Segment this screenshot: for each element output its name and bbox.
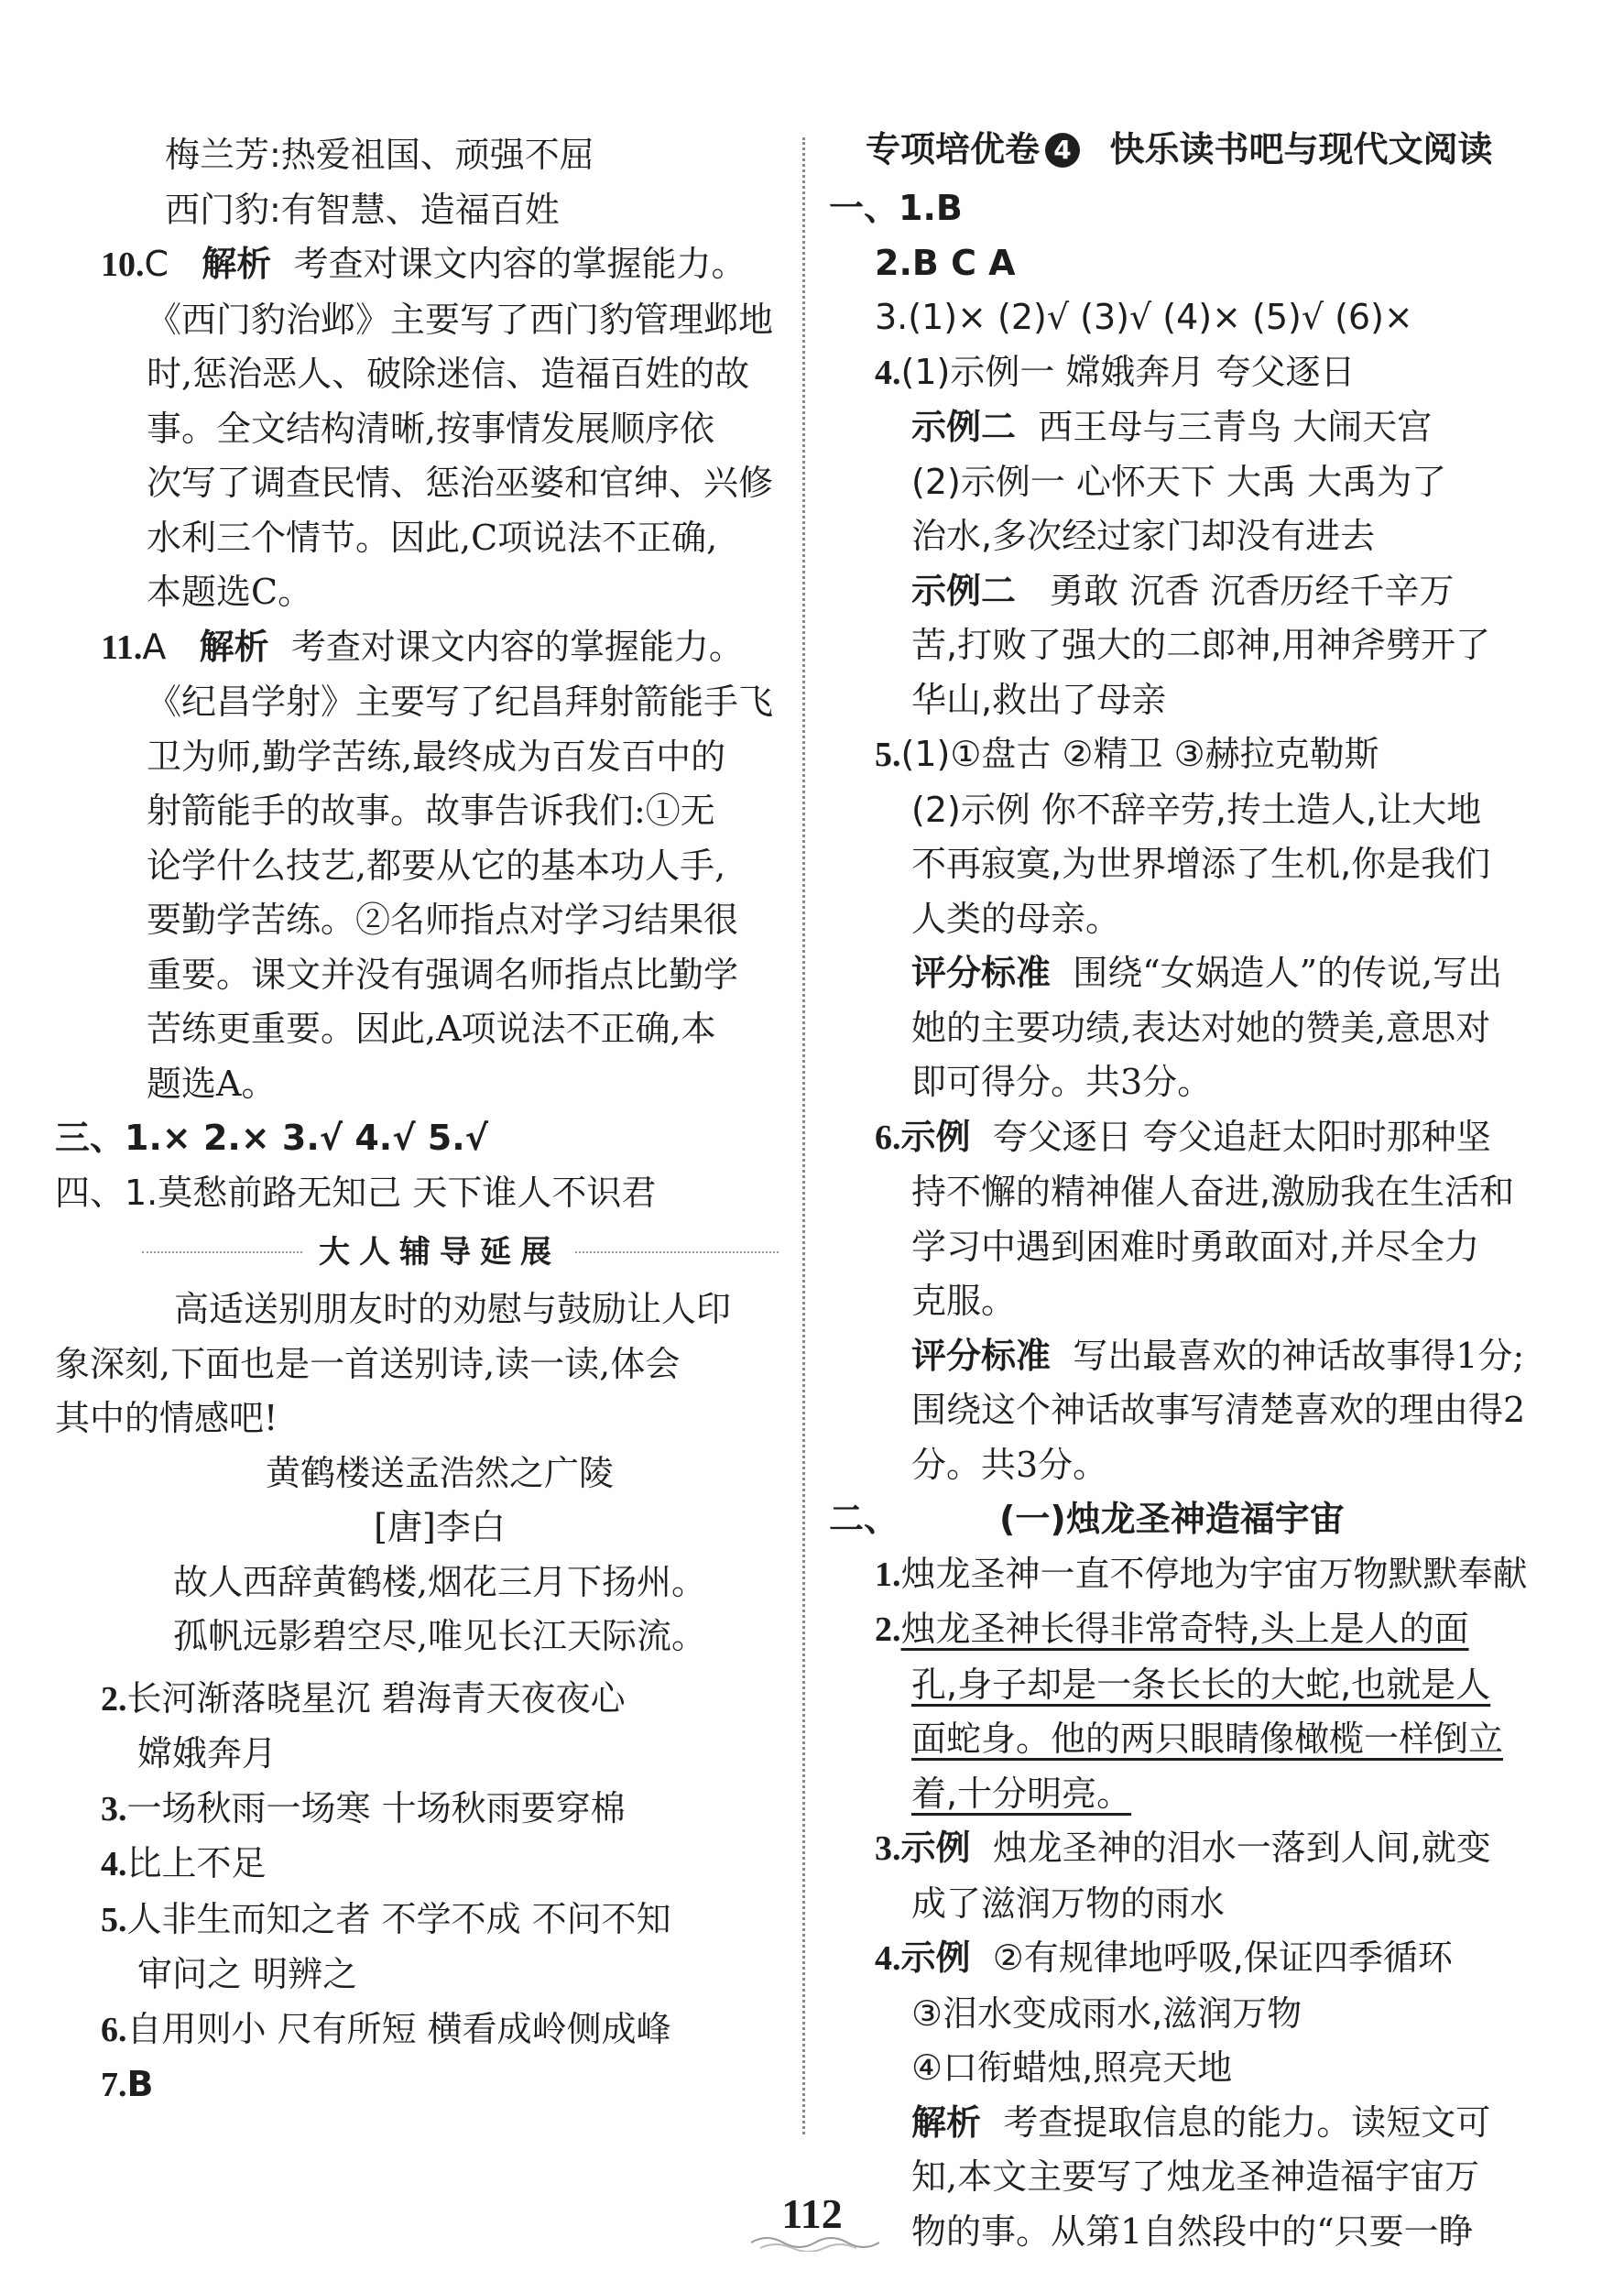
text-line: (2)示例一 心怀天下 大禹 大禹为了 xyxy=(911,461,1447,502)
example-label: 示例二 xyxy=(911,407,1017,447)
text-span: (1)示例一 嫦娥奔月 夸父逐日 xyxy=(900,351,1356,392)
text-span: 考查对课文内容的掌握能力。 xyxy=(290,626,744,667)
text-line: 题选A。 xyxy=(147,1063,277,1104)
question-number: 10. xyxy=(101,246,145,284)
text-line xyxy=(829,564,1557,619)
question-number: 7. xyxy=(101,2066,127,2104)
column-divider xyxy=(802,137,805,2134)
passage-title: (一)烛龙圣神造福宇宙 xyxy=(999,1499,1345,1539)
text-line: 成了滋润万物的雨水 xyxy=(911,1883,1226,1924)
left-column xyxy=(55,128,779,2113)
text-line: 治水,多次经过家门却没有进去 xyxy=(911,516,1376,556)
answer-5 xyxy=(101,1893,779,1948)
text-line: 《西门豹治邺》主要写了西门豹管理邺地 xyxy=(147,299,774,340)
question-number: 3. xyxy=(101,1789,127,1828)
answer-2 xyxy=(101,1672,779,1728)
text-line xyxy=(829,946,1557,1001)
answer-7 xyxy=(101,2057,779,2113)
answer-2 xyxy=(829,1602,1557,1658)
example-label: 示例二 xyxy=(911,570,1017,611)
text-span: ②有规律地呼吸,保证四季循环 xyxy=(992,1937,1453,1978)
underlined-text: 烛龙圣神长得非常奇特,头上是人的面 xyxy=(900,1609,1469,1649)
poem-line: 孤帆远影碧空尽,唯见长江天际流。 xyxy=(172,1616,707,1656)
scoring-label: 评分标准 xyxy=(911,953,1052,993)
text-line: 克服。 xyxy=(911,1281,1017,1321)
text-span: 长河渐落晓星沉 碧海青天夜夜心 xyxy=(126,1677,626,1719)
question-number: 11. xyxy=(101,628,143,667)
text-line: 苦,打败了强大的二郎神,用神斧劈开了 xyxy=(911,625,1491,665)
analysis-label: 解析 xyxy=(199,626,269,667)
text-line: 卫为师,勤学苦练,最终成为百发百中的 xyxy=(147,736,726,777)
text-span: 人非生而知之者 不学不成 不问不知 xyxy=(126,1898,671,1939)
poem-line: 故人西辞黄鹤楼,烟花三月下扬州。 xyxy=(172,1561,707,1602)
text-line: 即可得分。共3分。 xyxy=(911,1062,1213,1102)
answer-line: 3.(1)× (2)√ (3)√ (4)× (5)√ (6)× xyxy=(875,297,1413,337)
text-line xyxy=(829,400,1557,455)
text-line: 重要。课文并没有强调名师指点比勤学 xyxy=(147,954,739,995)
text-line: 事。全文结构清晰,按事情发展顺序依 xyxy=(147,408,715,449)
poem-title: 黄鹤楼送孟浩然之广陵 xyxy=(265,1452,614,1493)
text-line: 本题选C。 xyxy=(147,572,313,612)
text-line xyxy=(829,1712,1557,1767)
analysis-label: 解析 xyxy=(911,2101,982,2143)
text-span: B xyxy=(126,2064,154,2104)
text-line: 论学什么技艺,都要从它的基本功人手, xyxy=(147,845,726,886)
text-line: 分。共3分。 xyxy=(911,1444,1108,1485)
text-line: 她的主要功绩,表达对她的赞美,意思对 xyxy=(911,1007,1491,1048)
answer-5 xyxy=(829,727,1557,783)
text-line: 次写了调查民情、惩治巫婆和官绅、兴修 xyxy=(147,463,774,503)
text-line xyxy=(829,1329,1557,1384)
text-line: 时,惩治恶人、破除迷信、造福百姓的故 xyxy=(147,354,750,394)
underlined-text: 面蛇身。他的两只眼睛像橄榄一样倒立 xyxy=(911,1719,1504,1759)
text-span: 考查提取信息的能力。读短文可 xyxy=(1003,2101,1491,2143)
text-span: (1)①盘古 ②精卫 ③赫拉克勒斯 xyxy=(900,734,1379,774)
extension-banner xyxy=(101,1224,779,1282)
answer-4 xyxy=(829,345,1557,401)
section-label: 二、 xyxy=(829,1499,899,1539)
text-span: 比上不足 xyxy=(126,1843,267,1883)
answer-choice: C xyxy=(144,244,169,284)
text-line: 嫦娥奔月 xyxy=(137,1733,278,1774)
text-line: 《纪昌学射》主要写了纪昌拜射箭能手飞 xyxy=(147,682,774,722)
scoring-label: 评分标准 xyxy=(911,1335,1052,1376)
text-span: 烛龙圣神的泪水一落到人间,就变 xyxy=(992,1828,1491,1868)
question-number: 1. xyxy=(875,1555,901,1594)
text-line xyxy=(829,2096,1557,2151)
text-line: 围绕这个神话故事写清楚喜欢的理由得2 xyxy=(911,1390,1526,1430)
text-span: 西王母与三青鸟 大闹天宫 xyxy=(1038,407,1433,447)
underlined-text: 孔,身子却是一条长长的大蛇,也就是人 xyxy=(911,1664,1491,1705)
answer-line: 一、1.B xyxy=(829,188,963,228)
text-line: 审问之 明辨之 xyxy=(137,1954,358,1994)
text-line: (2)示例 你不辞辛劳,抟土造人,让大地 xyxy=(911,789,1482,830)
section-2-title xyxy=(829,1492,1557,1547)
text-line: 不再寂寞,为世界增添了生机,你是我们 xyxy=(911,844,1491,884)
answer-6 xyxy=(101,2003,779,2058)
underlined-text: 着,十分明亮。 xyxy=(911,1773,1132,1814)
answer-choice: A xyxy=(142,626,167,667)
section-header xyxy=(829,117,1557,181)
answer-11 xyxy=(101,620,779,676)
section-4-answer: 四、1.莫愁前路无知己 天下谁人不识君 xyxy=(55,1172,657,1213)
text-line: 水利三个情节。因此,C项说法不正确, xyxy=(147,517,718,558)
text-span: 勇敢 沉香 沉香历经千辛万 xyxy=(1049,570,1455,611)
text-line: 知,本文主要写了烛龙圣神造福宇宙万 xyxy=(911,2156,1480,2197)
answer-3 xyxy=(829,1821,1557,1877)
text-line: 学习中遇到困难时勇敢面对,并尽全力 xyxy=(911,1226,1480,1267)
text-line: 西门豹:有智慧、造福百姓 xyxy=(165,189,560,230)
header-text: 专项培优卷 xyxy=(866,129,1041,169)
text-span: 一场秋雨一场寒 十场秋雨要穿棉 xyxy=(126,1787,626,1828)
page-number: 112 xyxy=(781,2190,843,2237)
answer-line: 2.B C A xyxy=(875,242,1016,283)
question-number: 4. xyxy=(875,353,901,392)
answer-1 xyxy=(829,1547,1557,1603)
question-number: 6. xyxy=(101,2010,127,2049)
text-line: 华山,救出了母亲 xyxy=(911,679,1167,720)
text-line: 其中的情感吧! xyxy=(55,1398,278,1438)
question-number: 5. xyxy=(101,1900,127,1939)
text-span: 自用则小 尺有所短 横看成岭侧成峰 xyxy=(126,2008,671,2049)
poem-author: [唐]李白 xyxy=(374,1507,506,1547)
answer-10 xyxy=(101,237,779,293)
text-span: 考查对课文内容的掌握能力。 xyxy=(293,244,747,284)
text-line: 象深刻,下面也是一首送别诗,读一读,体会 xyxy=(55,1343,681,1384)
text-line: ④口衔蜡烛,照亮天地 xyxy=(911,2047,1233,2088)
analysis-label: 解析 xyxy=(202,244,272,284)
section-3-answers: 三、1.× 2.× 3.√ 4.√ 5.√ xyxy=(55,1118,489,1158)
text-line: 苦练更重要。因此,A项说法不正确,本 xyxy=(147,1009,716,1049)
text-span: 夸父逐日 夸父追赶太阳时那种坚 xyxy=(992,1116,1491,1157)
text-line xyxy=(829,1658,1557,1713)
question-number: 4. xyxy=(875,1939,901,1978)
text-line: 高适送别朋友时的劝慰与鼓励让人印 xyxy=(174,1289,732,1329)
right-column xyxy=(829,128,1557,2259)
header-number-badge: 4 xyxy=(1045,133,1080,168)
example-label: 示例 xyxy=(900,1828,971,1868)
text-line: 持不懈的精神催人奋进,激励我在生活和 xyxy=(911,1172,1515,1212)
question-number: 5. xyxy=(875,736,901,774)
text-line: 要勤学苦练。②名师指点对学习结果很 xyxy=(147,900,739,940)
text-line: ③泪水变成雨水,滋润万物 xyxy=(911,1992,1302,2034)
text-line xyxy=(829,1767,1557,1822)
text-line: 梅兰芳:热爱祖国、顽强不屈 xyxy=(165,135,594,175)
answer-4b xyxy=(829,1931,1557,1987)
wave-decoration-icon xyxy=(751,2233,879,2252)
question-number: 4. xyxy=(101,1845,127,1883)
answer-4 xyxy=(101,1837,779,1893)
text-span: 烛龙圣神一直不停地为宇宙万物默默奉献 xyxy=(900,1553,1528,1594)
text-line: 物的事。从第1自然段中的“只要一睁 xyxy=(911,2210,1474,2252)
question-number: 2. xyxy=(875,1610,901,1649)
text-span: 写出最喜欢的神话故事得1分; xyxy=(1073,1335,1525,1376)
example-label: 示例 xyxy=(900,1937,971,1978)
banner-title: 大人辅导延展 xyxy=(304,1228,575,1277)
text-span: 围绕“女娲造人”的传说,写出 xyxy=(1073,953,1503,993)
answer-3 xyxy=(101,1782,779,1838)
example-label: 示例 xyxy=(900,1116,971,1157)
question-number: 3. xyxy=(875,1829,901,1868)
question-number: 6. xyxy=(875,1118,901,1157)
text-line: 射箭能手的故事。故事告诉我们:①无 xyxy=(147,791,715,831)
text-line: 人类的母亲。 xyxy=(911,898,1121,939)
answer-6 xyxy=(829,1110,1557,1166)
question-number: 2. xyxy=(101,1679,127,1719)
header-text: 快乐读书吧与现代文阅读 xyxy=(1109,129,1493,169)
